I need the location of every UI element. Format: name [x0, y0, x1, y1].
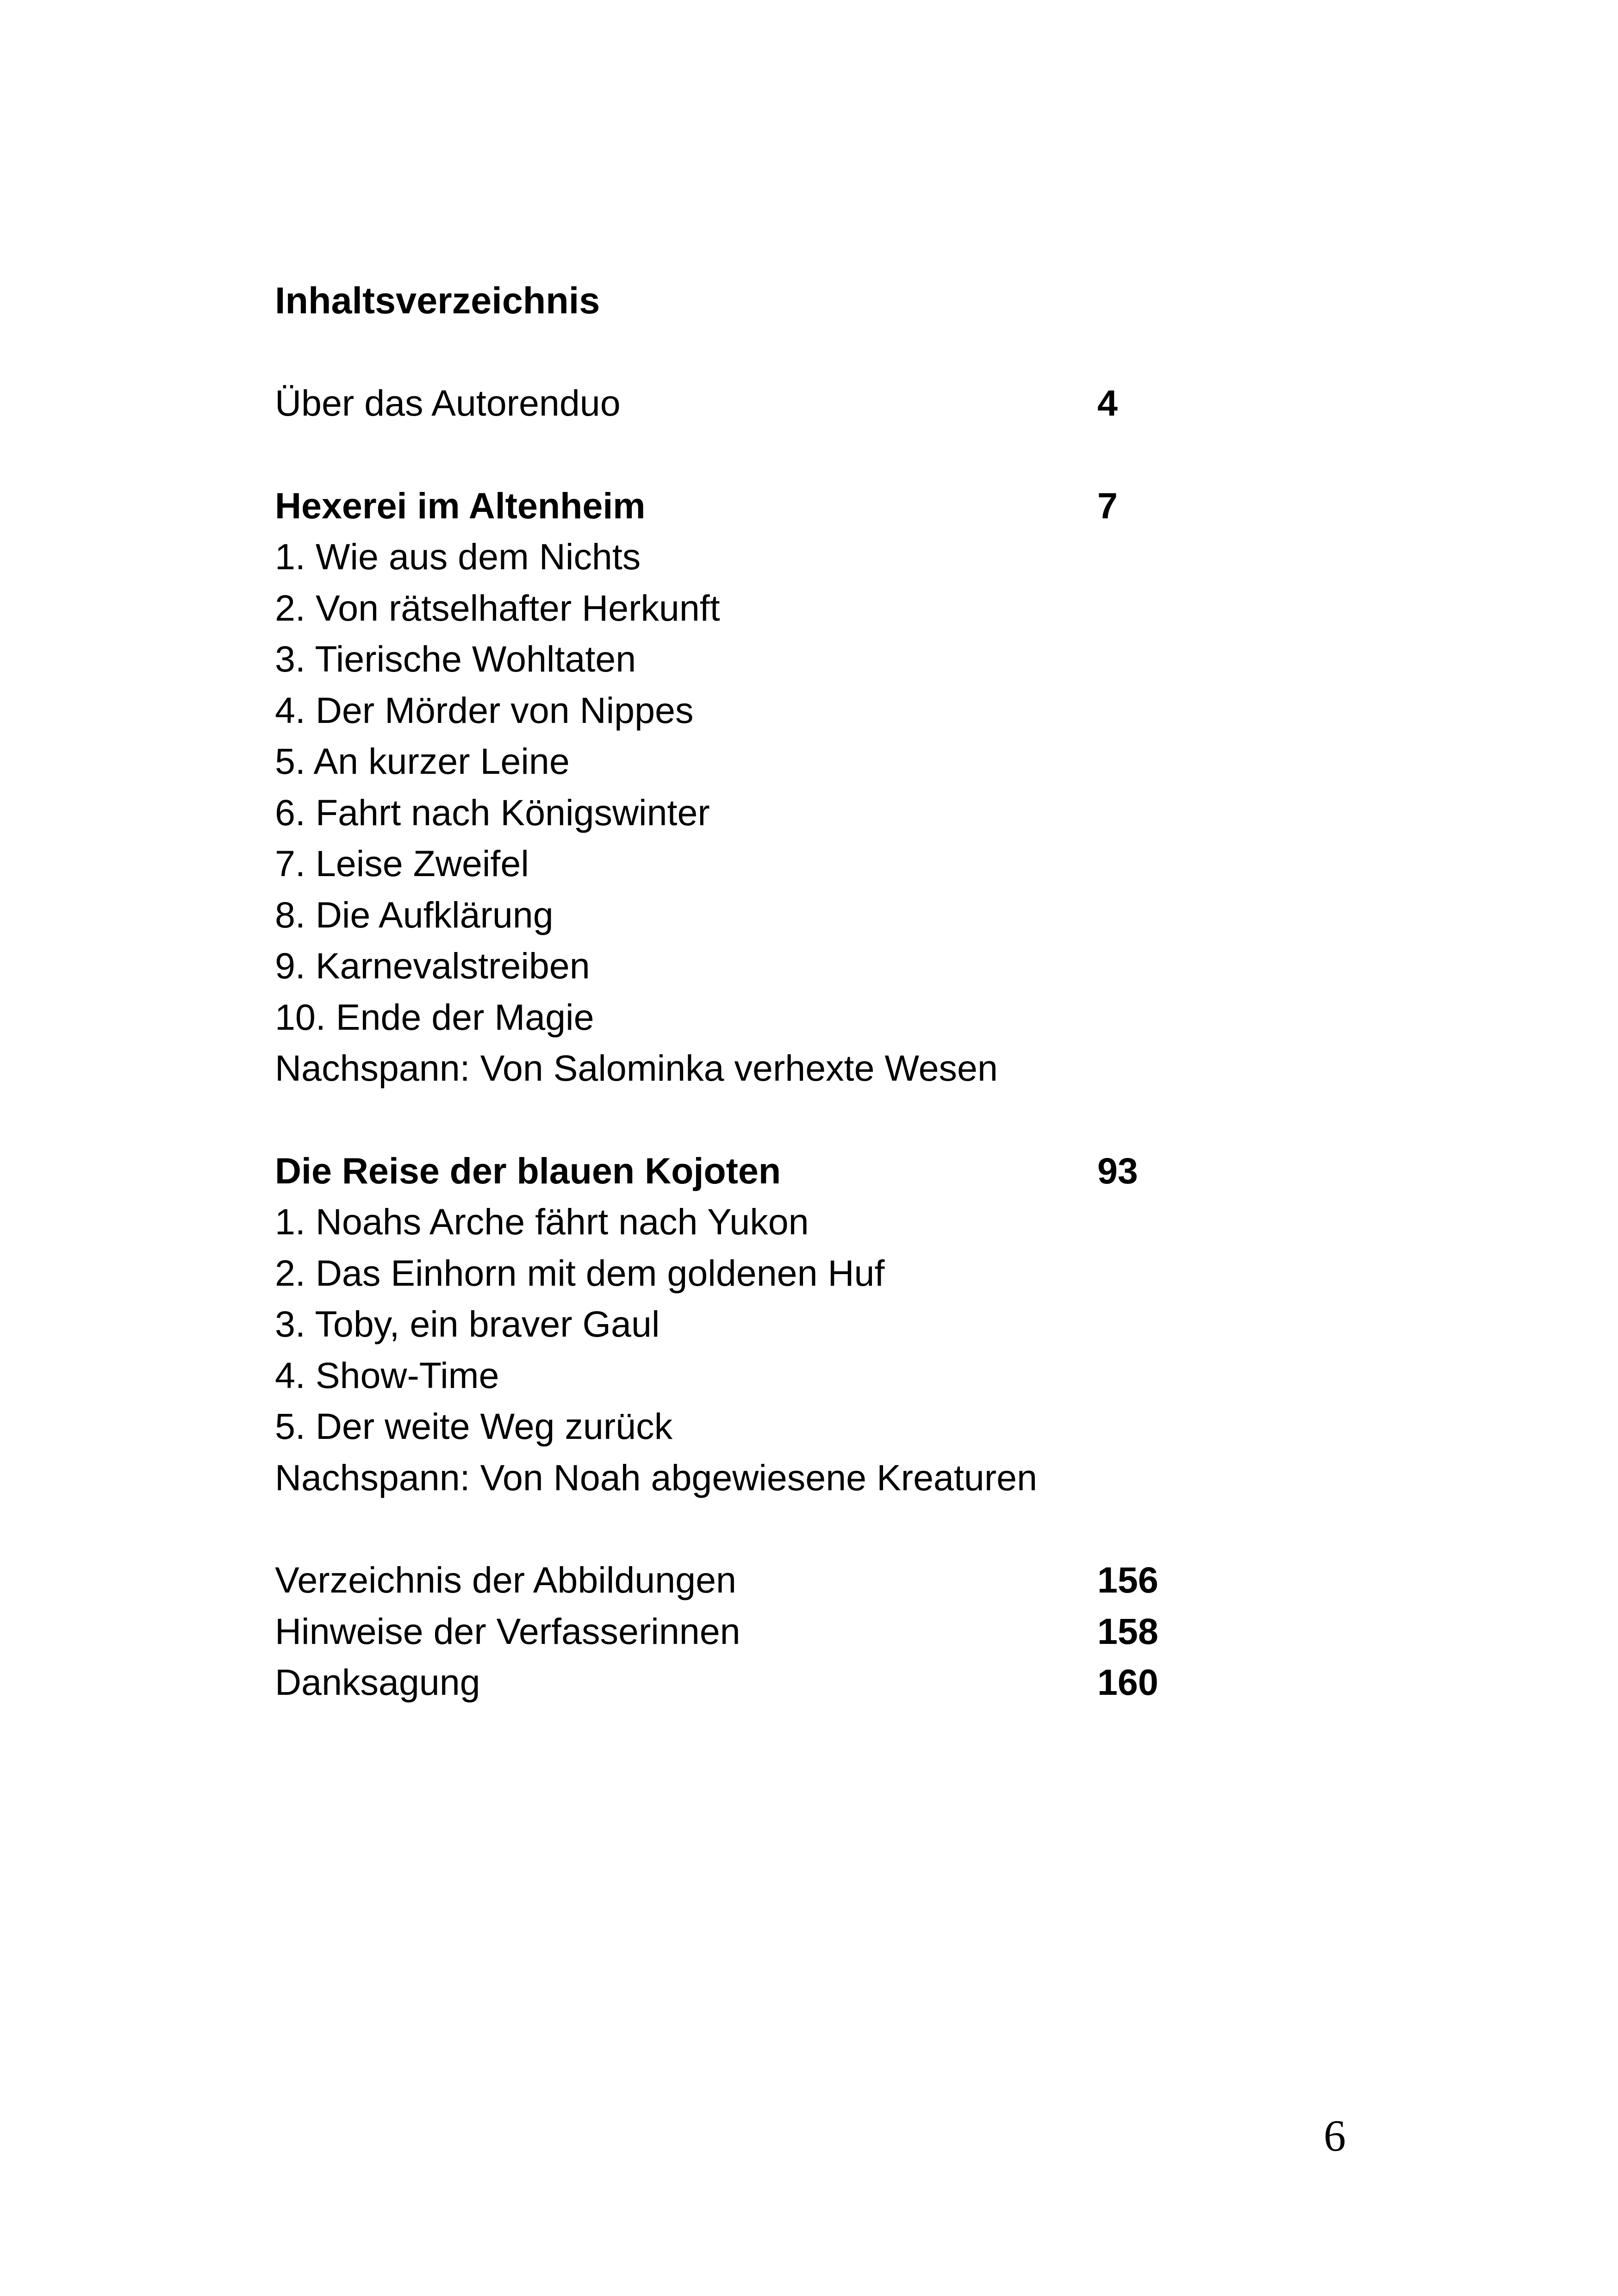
toc-entry-label: Hexerei im Altenheim: [275, 485, 646, 526]
toc-entry: [275, 1248, 1201, 1299]
toc-entry: [275, 1299, 1201, 1350]
toc-sections: [275, 378, 1201, 1708]
toc-part-heading: [275, 480, 1201, 532]
toc-entry-label: 6. Fahrt nach Königswinter: [275, 791, 710, 833]
toc-entry: [275, 890, 1201, 941]
toc-entry-label: 2. Das Einhorn mit dem goldenen Huf: [275, 1252, 885, 1294]
toc-entry-label: 9. Karnevalstreiben: [275, 945, 590, 986]
toc-entry: [275, 1350, 1201, 1401]
toc-entry: [275, 583, 1201, 634]
toc-entry-label: Über das Autorenduo: [275, 382, 621, 423]
toc-entry: [275, 838, 1201, 890]
toc-entry-label: 4. Der Mörder von Nippes: [275, 689, 694, 731]
toc-entry-label: Die Reise der blauen Kojoten: [275, 1150, 781, 1191]
toc-entry-label: 10. Ende der Magie: [275, 996, 594, 1038]
toc-section: [275, 1145, 1201, 1504]
table-of-contents: [275, 275, 1201, 1708]
toc-entry: [275, 378, 1201, 429]
toc-entry: [275, 736, 1201, 787]
toc-entry-label: 3. Tierische Wohltaten: [275, 638, 636, 679]
toc-entry-label: Nachspann: Von Noah abgewiesene Kreaturen: [275, 1456, 1038, 1498]
toc-entry-label: Hinweise der Verfasserinnen: [275, 1610, 741, 1652]
toc-entry: [275, 1196, 1201, 1248]
toc-entry-label: 7. Leise Zweifel: [275, 843, 529, 884]
toc-entry: [275, 1657, 1201, 1708]
toc-entry: [275, 940, 1201, 992]
toc-entry-label: 5. Der weite Weg zurück: [275, 1406, 673, 1447]
toc-entry-page: 160: [1097, 1661, 1158, 1703]
toc-entry-page: 4: [1097, 382, 1118, 423]
toc-part-heading: [275, 1145, 1201, 1197]
toc-section: [275, 1555, 1201, 1708]
toc-entry-label: Verzeichnis der Abbildungen: [275, 1559, 736, 1600]
toc-entry-page: 7: [1097, 485, 1118, 526]
toc-entry-page: 93: [1097, 1150, 1138, 1191]
toc-entry-label: 5. An kurzer Leine: [275, 740, 570, 782]
toc-entry: [275, 1606, 1201, 1657]
toc-entry: [275, 531, 1201, 583]
toc-entry-label: 3. Toby, ein braver Gaul: [275, 1303, 660, 1344]
toc-entry-label: 2. Von rätselhafter Herkunft: [275, 587, 720, 628]
page-number: 6: [1324, 2111, 1346, 2160]
toc-entry: [275, 787, 1201, 839]
toc-entry-page: 158: [1097, 1610, 1158, 1652]
toc-entry-label: Danksagung: [275, 1661, 480, 1703]
toc-entry: [275, 685, 1201, 736]
toc-entry: [275, 1043, 1201, 1094]
toc-entry-label: 1. Wie aus dem Nichts: [275, 536, 641, 577]
toc-entry: [275, 1452, 1201, 1504]
toc-entry-label: 4. Show-Time: [275, 1354, 499, 1396]
toc-entry: [275, 992, 1201, 1043]
toc-entry-label: 8. Die Aufklärung: [275, 894, 554, 935]
toc-section: [275, 378, 1201, 429]
toc-entry-page: 156: [1097, 1559, 1158, 1600]
toc-entry-label: Nachspann: Von Salominka verhexte Wesen: [275, 1047, 998, 1089]
toc-entry: [275, 1555, 1201, 1606]
toc-entry-label: 1. Noahs Arche fährt nach Yukon: [275, 1201, 809, 1242]
toc-entry: [275, 1401, 1201, 1452]
toc-section: [275, 480, 1201, 1094]
toc-entry: [275, 634, 1201, 685]
toc-title: Inhaltsverzeichnis: [275, 280, 600, 322]
